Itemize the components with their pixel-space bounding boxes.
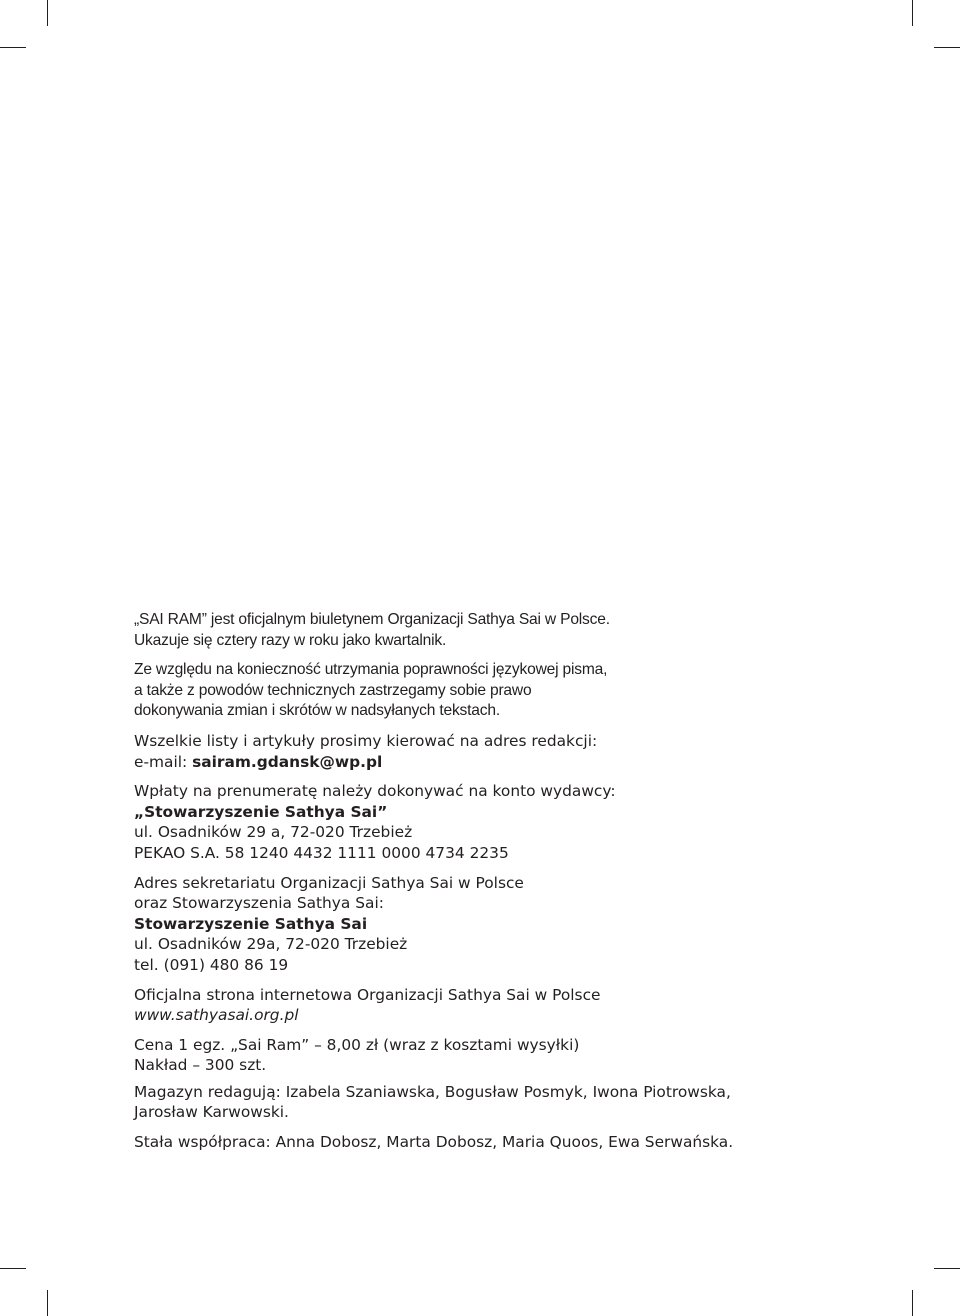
price-line: Cena 1 egz. „Sai Ram” – 8,00 zł (wraz z kosztami wysyłki)	[134, 1035, 580, 1054]
contact-line-1: Wszelkie listy i artykuły prosimy kierować na adres redakcji:	[134, 731, 598, 750]
secretariat-org-name: Stowarzyszenie Sathya Sai	[134, 914, 368, 933]
email-label: e-mail:	[134, 752, 193, 771]
editors-line-2: Jarosław Karwowski.	[134, 1103, 289, 1122]
editorial-note-line-2: a także z powodów technicznych zastrzegamy sobie prawo	[134, 681, 532, 699]
crop-mark-top-left-horizontal	[0, 47, 26, 48]
editors-paragraph	[134, 1082, 754, 1123]
subscription-line-1: Wpłaty na prenumeratę należy dokonywać na konto wydawcy:	[134, 782, 616, 801]
crop-mark-bottom-right-horizontal	[934, 1268, 960, 1269]
secretariat-address: ul. Osadników 29a, 72-020 Trzebież	[134, 935, 408, 954]
contact-paragraph	[134, 731, 754, 772]
colophon	[134, 610, 754, 1162]
contact-email-line	[134, 752, 754, 773]
secretariat-paragraph	[134, 873, 754, 976]
crop-mark-bottom-left-horizontal	[0, 1268, 26, 1269]
secretariat-line-2: oraz Stowarzyszenia Sathya Sai:	[134, 894, 384, 913]
editorial-note-line-1: Ze względu na konieczność utrzymania poprawności językowej pisma,	[134, 661, 608, 679]
subscription-paragraph	[134, 781, 754, 863]
crop-mark-top-right-vertical	[912, 0, 913, 26]
secretariat-phone: tel. (091) 480 86 19	[134, 955, 289, 974]
email-link[interactable]: sairam.gdansk@wp.pl	[192, 752, 383, 771]
crop-mark-bottom-right-vertical	[912, 1290, 913, 1316]
website-paragraph	[134, 985, 754, 1026]
editorial-note-paragraph	[134, 660, 754, 722]
print-run-line: Nakład – 300 szt.	[134, 1056, 267, 1075]
website-line-1: Oficjalna strona internetowa Organizacji Sathya Sai w Polsce	[134, 985, 601, 1004]
subscription-address: ul. Osadników 29 a, 72-020 Trzebież	[134, 823, 413, 842]
crop-mark-bottom-left-vertical	[47, 1290, 48, 1316]
website-link[interactable]: www.sathyasai.org.pl	[134, 1006, 299, 1025]
editors-line-1: Magazyn redagują: Izabela Szaniawska, Bogusław Posmyk, Iwona Piotrowska,	[134, 1082, 731, 1101]
intro-line-1: „SAI RAM” jest oficjalnym biuletynem Organizacji Sathya Sai w Polsce.	[134, 611, 610, 628]
crop-mark-top-right-horizontal	[934, 47, 960, 48]
price-paragraph	[134, 1035, 754, 1076]
intro-line-2: Ukazuje się cztery razy w roku jako kwartalnik.	[134, 631, 447, 649]
intro-paragraph	[134, 610, 754, 651]
secretariat-line-1: Adres sekretariatu Organizacji Sathya Sai w Polsce	[134, 873, 524, 892]
bank-account: PEKAO S.A. 58 1240 4432 1111 0000 4734 2235	[134, 843, 509, 862]
collaborators-paragraph	[134, 1132, 754, 1153]
collaborators-line: Stała współpraca: Anna Dobosz, Marta Dobosz, Maria Quoos, Ewa Serwańska.	[134, 1133, 734, 1152]
crop-mark-top-left-vertical	[47, 0, 48, 26]
editorial-note-line-3: dokonywania zmian i skrótów w nadsyłanych tekstach.	[134, 702, 500, 720]
subscription-org-name: „Stowarzyszenie Sathya Sai”	[134, 802, 388, 821]
